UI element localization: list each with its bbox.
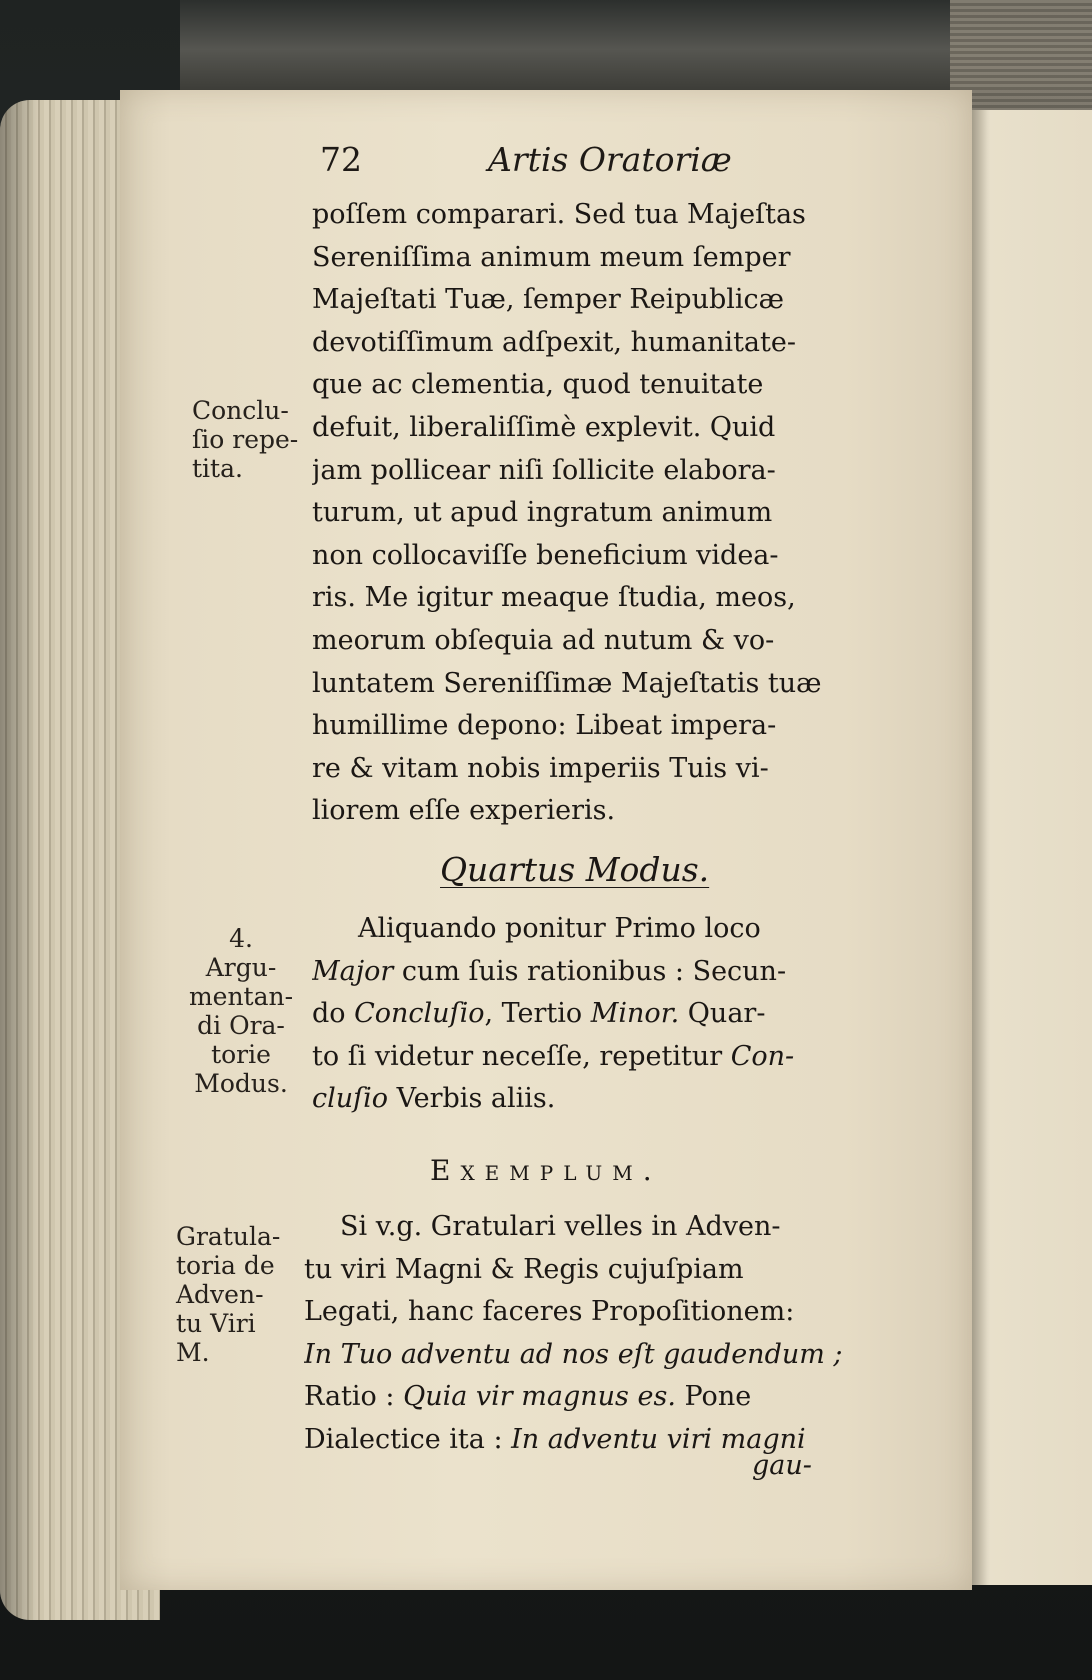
- margin-note-line: mentan-: [188, 982, 294, 1011]
- text-line: [304, 1376, 852, 1419]
- text-span: cum ſuis rationibus : Secun-: [393, 955, 787, 987]
- margin-note-line: ſio repe-: [192, 425, 299, 454]
- margin-note-line: 4.: [229, 924, 253, 953]
- text-line: non collocaviſſe beneficium videa-: [312, 539, 779, 571]
- body-text-part1: [312, 194, 852, 833]
- text-line: ris. Me igitur meaque ſtudia, meos,: [312, 582, 796, 614]
- text-span: Quar-: [679, 998, 766, 1030]
- text-span-italic: Con-: [730, 1040, 795, 1072]
- text-line: devotiſſimum adſpexit, humanitate-: [312, 326, 796, 358]
- text-line: In Tuo adventu ad nos eſt gaudendum ;: [304, 1338, 843, 1370]
- catchword: gau-: [752, 1450, 812, 1481]
- text-span-italic: Quia vir magnus es.: [403, 1381, 676, 1413]
- text-line: [312, 908, 852, 951]
- margin-note-line: Adven-: [176, 1280, 264, 1309]
- text-line: [312, 993, 852, 1036]
- margin-note-line: Modus.: [194, 1069, 288, 1098]
- text-line: re & vitam nobis imperiis Tuis vi-: [312, 752, 769, 784]
- text-line: luntatem Sereniſſimæ Majeſtatis tuæ: [312, 667, 822, 699]
- page-header: [320, 140, 780, 186]
- text-line: jam pollicear niſi ſollicite elabora-: [312, 454, 776, 486]
- text-span-italic: cluſio: [312, 1083, 389, 1115]
- text-line: meorum obſequia ad nutum & vo-: [312, 624, 775, 656]
- text-line: liorem eſſe experieris.: [312, 795, 616, 827]
- margin-note-line: Argu-: [205, 953, 277, 982]
- text-span: to ſi videtur neceſſe, repetitur: [312, 1040, 731, 1072]
- text-line: Si v.g. Gratulari velles in Adven-: [340, 1211, 781, 1242]
- text-line: humillime depono: Libeat impera-: [312, 710, 777, 742]
- text-line: Sereniſſima animum meum ſemper: [312, 241, 791, 273]
- margin-note-gratulatoria: [176, 1222, 280, 1367]
- text-span-italic: Minor.: [590, 998, 680, 1030]
- text-line: [312, 1078, 852, 1121]
- text-line: turum, ut apud ingratum animum: [312, 497, 773, 529]
- text-line: defuit, liberaliſſimè explevit. Quid: [312, 411, 776, 443]
- text-line: Majeſtati Tuæ, ſemper Reipublicæ: [312, 284, 785, 316]
- text-line: [312, 951, 852, 994]
- margin-note-line: Gratula-: [176, 1222, 281, 1251]
- text-span: Dialectice ita :: [304, 1423, 512, 1455]
- body-text-part3: [304, 1206, 852, 1462]
- text-line: que ac clementia, quod tenuitate: [312, 369, 764, 401]
- text-line: [312, 1036, 852, 1079]
- text-span-italic: Major: [312, 955, 394, 987]
- margin-note-line: tu Viri: [176, 1309, 256, 1338]
- body-text-part2: [312, 908, 852, 1121]
- running-title: Artis Oratoriæ: [488, 140, 732, 179]
- margin-note-line: M.: [176, 1338, 210, 1367]
- margin-note-line: di Ora-: [197, 1011, 285, 1040]
- text-line: Legati, hanc faceres Propoſitionem:: [304, 1296, 795, 1328]
- text-line: tu viri Magni & Regis cujuſpiam: [304, 1253, 744, 1285]
- left-page-stack-shadow: [0, 100, 40, 1620]
- margin-note-conclusio: [192, 396, 298, 483]
- margin-note-line: toria de: [176, 1251, 275, 1280]
- margin-note-line: tita.: [192, 454, 243, 483]
- text-span: Verbis aliis.: [388, 1083, 556, 1115]
- text-span-italic: Concluſio: [354, 998, 485, 1030]
- margin-note-modus: [186, 924, 296, 1098]
- text-line: poſſem comparari. Sed tua Majeſtas: [312, 199, 806, 230]
- margin-note-line: Conclu-: [192, 396, 289, 425]
- text-span: , Tertio: [484, 998, 591, 1030]
- text-span: do: [312, 998, 355, 1030]
- text-span: Pone: [675, 1381, 752, 1413]
- text-span: Aliquando ponitur Primo loco: [358, 913, 761, 944]
- page-number: 72: [320, 140, 362, 179]
- margin-note-line: torie: [211, 1040, 271, 1069]
- section-heading-quartus-modus: Quartus Modus.: [440, 850, 710, 889]
- text-span-italic: In adventu viri magni: [511, 1423, 806, 1455]
- section-heading-exemplum: Exemplum.: [430, 1154, 662, 1187]
- text-span: Ratio :: [304, 1381, 404, 1413]
